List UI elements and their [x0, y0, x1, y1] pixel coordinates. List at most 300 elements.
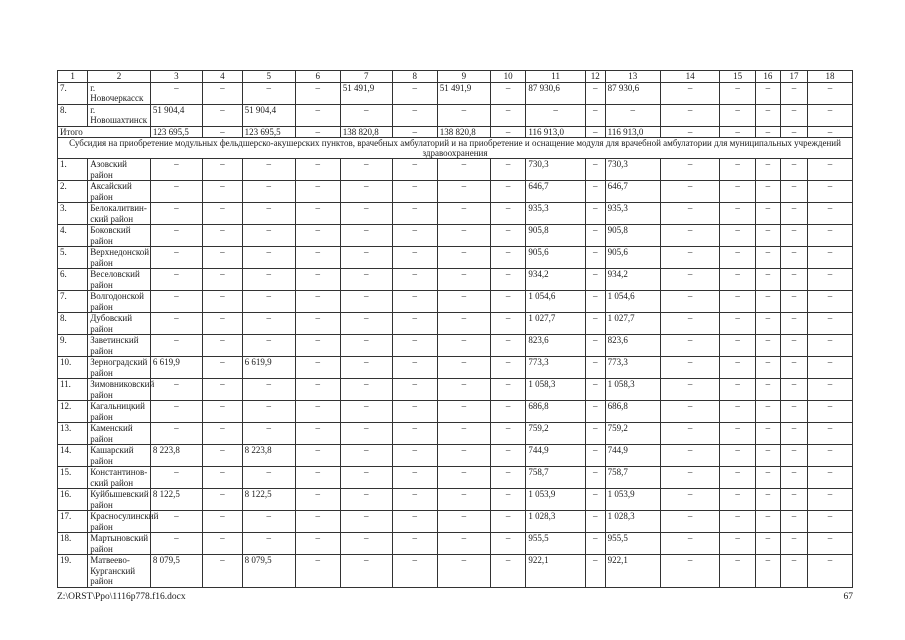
value-cell: 8 122,5	[242, 489, 295, 511]
value-cell: –	[150, 401, 202, 423]
value-cell: –	[242, 203, 295, 225]
value-cell: –	[720, 203, 755, 225]
value-cell: –	[808, 401, 853, 423]
value-cell: –	[392, 445, 437, 467]
value-cell: –	[720, 511, 755, 533]
value-cell: 823,6	[526, 335, 585, 357]
value-cell: –	[340, 291, 392, 313]
value-cell: –	[808, 203, 853, 225]
value-cell: 758,7	[526, 467, 585, 489]
value-cell: –	[203, 104, 243, 126]
value-cell: –	[340, 247, 392, 269]
value-cell: –	[755, 82, 780, 104]
district-name: Константинов-ский район	[88, 467, 151, 489]
value-cell: –	[392, 159, 437, 181]
value-cell: –	[755, 291, 780, 313]
value-cell: –	[585, 401, 605, 423]
value-cell: 922,1	[526, 555, 585, 588]
value-cell: –	[585, 357, 605, 379]
value-cell: –	[340, 335, 392, 357]
table-row	[58, 357, 853, 379]
district-name: г. Новочеркасск	[88, 82, 151, 104]
value-cell: –	[340, 269, 392, 291]
value-cell: –	[295, 181, 340, 203]
value-cell: –	[585, 313, 605, 335]
value-cell: 935,3	[526, 203, 585, 225]
value-cell: –	[755, 489, 780, 511]
value-cell: –	[203, 445, 243, 467]
value-cell: –	[490, 247, 525, 269]
value-cell: 51 491,9	[437, 82, 490, 104]
value-cell: –	[808, 247, 853, 269]
value-cell: –	[755, 225, 780, 247]
value-cell: –	[660, 126, 719, 138]
district-name: Красносулинский район	[88, 511, 151, 533]
value-cell: –	[780, 445, 807, 467]
value-cell: –	[585, 555, 605, 588]
value-cell: –	[392, 533, 437, 555]
value-cell: –	[780, 181, 807, 203]
value-cell: –	[242, 401, 295, 423]
value-cell: –	[755, 357, 780, 379]
value-cell: –	[660, 533, 719, 555]
value-cell: 922,1	[605, 555, 660, 588]
value-cell: –	[755, 335, 780, 357]
value-cell: –	[392, 423, 437, 445]
value-cell: –	[720, 104, 755, 126]
table-row	[58, 181, 853, 203]
value-cell: –	[780, 159, 807, 181]
value-cell: –	[242, 533, 295, 555]
value-cell: –	[437, 401, 490, 423]
table-row	[58, 379, 853, 401]
value-cell: –	[340, 357, 392, 379]
value-cell: –	[295, 489, 340, 511]
district-name: Заветинский район	[88, 335, 151, 357]
value-cell: –	[392, 313, 437, 335]
value-cell: –	[437, 225, 490, 247]
table-row	[58, 533, 853, 555]
value-cell: –	[755, 401, 780, 423]
district-name: Веселовский район	[88, 269, 151, 291]
row-number: 17.	[58, 511, 88, 533]
value-cell: –	[660, 104, 719, 126]
value-cell: –	[780, 203, 807, 225]
value-cell: –	[295, 313, 340, 335]
value-cell: –	[755, 379, 780, 401]
value-cell: –	[242, 159, 295, 181]
column-number: 11	[526, 71, 585, 83]
column-number: 4	[203, 71, 243, 83]
table-row	[58, 423, 853, 445]
value-cell: –	[392, 511, 437, 533]
value-cell: –	[295, 225, 340, 247]
value-cell: –	[340, 379, 392, 401]
value-cell: –	[808, 533, 853, 555]
value-cell: –	[203, 291, 243, 313]
value-cell: –	[585, 489, 605, 511]
value-cell: –	[437, 511, 490, 533]
value-cell: 773,3	[605, 357, 660, 379]
district-name: Азовский район	[88, 159, 151, 181]
value-cell: –	[437, 555, 490, 588]
value-cell: –	[755, 467, 780, 489]
value-cell: –	[490, 555, 525, 588]
column-number: 12	[585, 71, 605, 83]
value-cell: –	[490, 313, 525, 335]
value-cell: –	[660, 82, 719, 104]
value-cell: 759,2	[605, 423, 660, 445]
value-cell: –	[660, 511, 719, 533]
table-row	[58, 489, 853, 511]
value-cell: –	[242, 313, 295, 335]
table-row	[58, 225, 853, 247]
column-number: 16	[755, 71, 780, 83]
value-cell: –	[150, 82, 202, 104]
value-cell: 1 054,6	[526, 291, 585, 313]
value-cell: –	[203, 335, 243, 357]
row-number: 3.	[58, 203, 88, 225]
value-cell: 730,3	[526, 159, 585, 181]
value-cell: –	[295, 203, 340, 225]
value-cell: –	[150, 247, 202, 269]
value-cell: –	[808, 82, 853, 104]
value-cell: –	[585, 181, 605, 203]
value-cell: –	[490, 445, 525, 467]
value-cell: –	[720, 335, 755, 357]
column-number: 17	[780, 71, 807, 83]
value-cell: –	[242, 335, 295, 357]
value-cell: 6 619,9	[150, 357, 202, 379]
value-cell: –	[150, 291, 202, 313]
value-cell: 123 695,5	[242, 126, 295, 138]
value-cell: –	[437, 379, 490, 401]
value-cell: –	[720, 533, 755, 555]
value-cell: 1 058,3	[526, 379, 585, 401]
column-number: 10	[490, 71, 525, 83]
row-number: 9.	[58, 335, 88, 357]
row-number: 1.	[58, 159, 88, 181]
value-cell: –	[585, 533, 605, 555]
value-cell: –	[660, 357, 719, 379]
value-cell: –	[490, 104, 525, 126]
row-number: 7.	[58, 291, 88, 313]
value-cell: –	[808, 104, 853, 126]
value-cell: 686,8	[526, 401, 585, 423]
value-cell: –	[150, 225, 202, 247]
value-cell: –	[150, 533, 202, 555]
value-cell: 646,7	[605, 181, 660, 203]
value-cell: –	[720, 379, 755, 401]
value-cell: 8 223,8	[150, 445, 202, 467]
value-cell: –	[203, 467, 243, 489]
value-cell: 8 122,5	[150, 489, 202, 511]
value-cell: –	[295, 467, 340, 489]
value-cell: –	[203, 82, 243, 104]
column-number: 6	[295, 71, 340, 83]
row-number: 16.	[58, 489, 88, 511]
value-cell: –	[340, 159, 392, 181]
table-body	[58, 71, 853, 588]
column-number: 15	[720, 71, 755, 83]
district-name: Каменский район	[88, 423, 151, 445]
value-cell: –	[242, 269, 295, 291]
value-cell: –	[203, 269, 243, 291]
value-cell: –	[660, 203, 719, 225]
value-cell: 1 053,9	[526, 489, 585, 511]
row-number: 5.	[58, 247, 88, 269]
value-cell: –	[295, 555, 340, 588]
value-cell: –	[526, 104, 585, 126]
value-cell: –	[203, 379, 243, 401]
value-cell: –	[437, 181, 490, 203]
value-cell: 138 820,8	[437, 126, 490, 138]
value-cell: –	[585, 247, 605, 269]
value-cell: 758,7	[605, 467, 660, 489]
value-cell: –	[808, 489, 853, 511]
value-cell: –	[780, 401, 807, 423]
value-cell: 8 223,8	[242, 445, 295, 467]
value-cell: –	[242, 511, 295, 533]
district-name: Верхнедонской район	[88, 247, 151, 269]
value-cell: –	[437, 489, 490, 511]
district-name: Дубовский район	[88, 313, 151, 335]
value-cell: –	[437, 423, 490, 445]
table-row	[58, 159, 853, 181]
value-cell: –	[585, 335, 605, 357]
value-cell: –	[437, 104, 490, 126]
value-cell: –	[585, 82, 605, 104]
value-cell: –	[755, 445, 780, 467]
value-cell: –	[295, 104, 340, 126]
value-cell: –	[780, 511, 807, 533]
table-row	[58, 247, 853, 269]
value-cell: –	[808, 555, 853, 588]
district-name: Мартыновский район	[88, 533, 151, 555]
value-cell: –	[720, 357, 755, 379]
value-cell: –	[295, 269, 340, 291]
column-number: 9	[437, 71, 490, 83]
value-cell: –	[295, 401, 340, 423]
value-cell: 935,3	[605, 203, 660, 225]
row-number: 4.	[58, 225, 88, 247]
value-cell: 116 913,0	[526, 126, 585, 138]
value-cell: –	[780, 489, 807, 511]
value-cell: –	[150, 203, 202, 225]
row-number: 12.	[58, 401, 88, 423]
value-cell: –	[808, 181, 853, 203]
table-row	[58, 104, 853, 126]
value-cell: 51 904,4	[242, 104, 295, 126]
header-row	[58, 71, 853, 83]
value-cell: –	[755, 511, 780, 533]
table-row	[58, 269, 853, 291]
value-cell: –	[490, 467, 525, 489]
value-cell: –	[490, 357, 525, 379]
district-name: Аксайский район	[88, 181, 151, 203]
value-cell: –	[203, 247, 243, 269]
row-number: 18.	[58, 533, 88, 555]
value-cell: –	[720, 467, 755, 489]
value-cell: –	[437, 203, 490, 225]
value-cell: 744,9	[526, 445, 585, 467]
value-cell: –	[585, 225, 605, 247]
value-cell: –	[392, 269, 437, 291]
value-cell: –	[808, 269, 853, 291]
table-row	[58, 291, 853, 313]
value-cell: –	[660, 467, 719, 489]
value-cell: –	[340, 203, 392, 225]
table-row	[58, 511, 853, 533]
table-row	[58, 401, 853, 423]
value-cell: 955,5	[526, 533, 585, 555]
value-cell: –	[755, 313, 780, 335]
value-cell: –	[203, 555, 243, 588]
value-cell: –	[720, 82, 755, 104]
value-cell: –	[203, 181, 243, 203]
value-cell: –	[490, 181, 525, 203]
value-cell: –	[755, 181, 780, 203]
value-cell: –	[755, 126, 780, 138]
row-number: 7.	[58, 82, 88, 104]
value-cell: –	[242, 247, 295, 269]
value-cell: –	[490, 203, 525, 225]
value-cell: 6 619,9	[242, 357, 295, 379]
value-cell: –	[660, 247, 719, 269]
value-cell: –	[585, 291, 605, 313]
section-row	[58, 138, 853, 159]
value-cell: –	[660, 269, 719, 291]
value-cell: –	[392, 335, 437, 357]
value-cell: –	[720, 159, 755, 181]
value-cell: –	[780, 104, 807, 126]
value-cell: –	[720, 269, 755, 291]
value-cell: –	[585, 467, 605, 489]
value-cell: 1 054,6	[605, 291, 660, 313]
value-cell: –	[437, 445, 490, 467]
value-cell: –	[755, 533, 780, 555]
value-cell: –	[808, 159, 853, 181]
value-cell: 1 028,3	[605, 511, 660, 533]
value-cell: 773,3	[526, 357, 585, 379]
value-cell: –	[203, 533, 243, 555]
value-cell: –	[808, 225, 853, 247]
value-cell: –	[808, 126, 853, 138]
value-cell: –	[660, 225, 719, 247]
value-cell: –	[720, 247, 755, 269]
district-name: Зерноградский район	[88, 357, 151, 379]
value-cell: –	[203, 313, 243, 335]
value-cell: –	[295, 357, 340, 379]
value-cell: –	[340, 489, 392, 511]
value-cell: –	[660, 555, 719, 588]
value-cell: –	[660, 423, 719, 445]
value-cell: –	[150, 511, 202, 533]
value-cell: –	[720, 423, 755, 445]
value-cell: –	[340, 555, 392, 588]
value-cell: 905,6	[605, 247, 660, 269]
value-cell: –	[755, 269, 780, 291]
value-cell: –	[340, 533, 392, 555]
value-cell: –	[340, 104, 392, 126]
value-cell: –	[720, 313, 755, 335]
value-cell: –	[437, 247, 490, 269]
value-cell: –	[340, 225, 392, 247]
value-cell: 759,2	[526, 423, 585, 445]
value-cell: –	[203, 511, 243, 533]
value-cell: –	[808, 335, 853, 357]
value-cell: 1 053,9	[605, 489, 660, 511]
value-cell: –	[437, 357, 490, 379]
total-row	[58, 126, 853, 138]
value-cell: –	[392, 489, 437, 511]
row-number: 11.	[58, 379, 88, 401]
value-cell: 686,8	[605, 401, 660, 423]
value-cell: –	[780, 82, 807, 104]
value-cell: –	[780, 467, 807, 489]
value-cell: –	[720, 126, 755, 138]
value-cell: 905,8	[605, 225, 660, 247]
value-cell: –	[585, 511, 605, 533]
value-cell: –	[392, 104, 437, 126]
value-cell: 87 930,6	[605, 82, 660, 104]
district-name: Белокалитвин-ский район	[88, 203, 151, 225]
value-cell: 905,6	[526, 247, 585, 269]
value-cell: –	[720, 445, 755, 467]
value-cell: –	[340, 401, 392, 423]
value-cell: –	[392, 247, 437, 269]
value-cell: –	[720, 555, 755, 588]
value-cell: –	[392, 181, 437, 203]
value-cell: –	[720, 225, 755, 247]
value-cell: 1 027,7	[526, 313, 585, 335]
value-cell: –	[392, 379, 437, 401]
column-number: 8	[392, 71, 437, 83]
value-cell: –	[808, 511, 853, 533]
value-cell: –	[295, 379, 340, 401]
value-cell: –	[437, 313, 490, 335]
value-cell: –	[780, 423, 807, 445]
value-cell: –	[203, 159, 243, 181]
value-cell: –	[490, 379, 525, 401]
value-cell: –	[490, 159, 525, 181]
value-cell: –	[340, 181, 392, 203]
value-cell: –	[295, 82, 340, 104]
value-cell: –	[755, 203, 780, 225]
value-cell: –	[780, 313, 807, 335]
value-cell: –	[755, 247, 780, 269]
value-cell: 116 913,0	[605, 126, 660, 138]
value-cell: –	[660, 181, 719, 203]
value-cell: –	[150, 423, 202, 445]
value-cell: –	[720, 181, 755, 203]
row-number: 8.	[58, 104, 88, 126]
value-cell: –	[437, 533, 490, 555]
row-number: 2.	[58, 181, 88, 203]
column-number: 2	[88, 71, 151, 83]
value-cell: –	[295, 247, 340, 269]
value-cell: –	[660, 313, 719, 335]
value-cell: –	[585, 445, 605, 467]
district-name: Кагальницкий район	[88, 401, 151, 423]
value-cell: –	[585, 269, 605, 291]
value-cell: –	[150, 467, 202, 489]
value-cell: –	[780, 126, 807, 138]
value-cell: –	[660, 489, 719, 511]
value-cell: –	[720, 291, 755, 313]
value-cell: –	[437, 291, 490, 313]
row-number: 10.	[58, 357, 88, 379]
